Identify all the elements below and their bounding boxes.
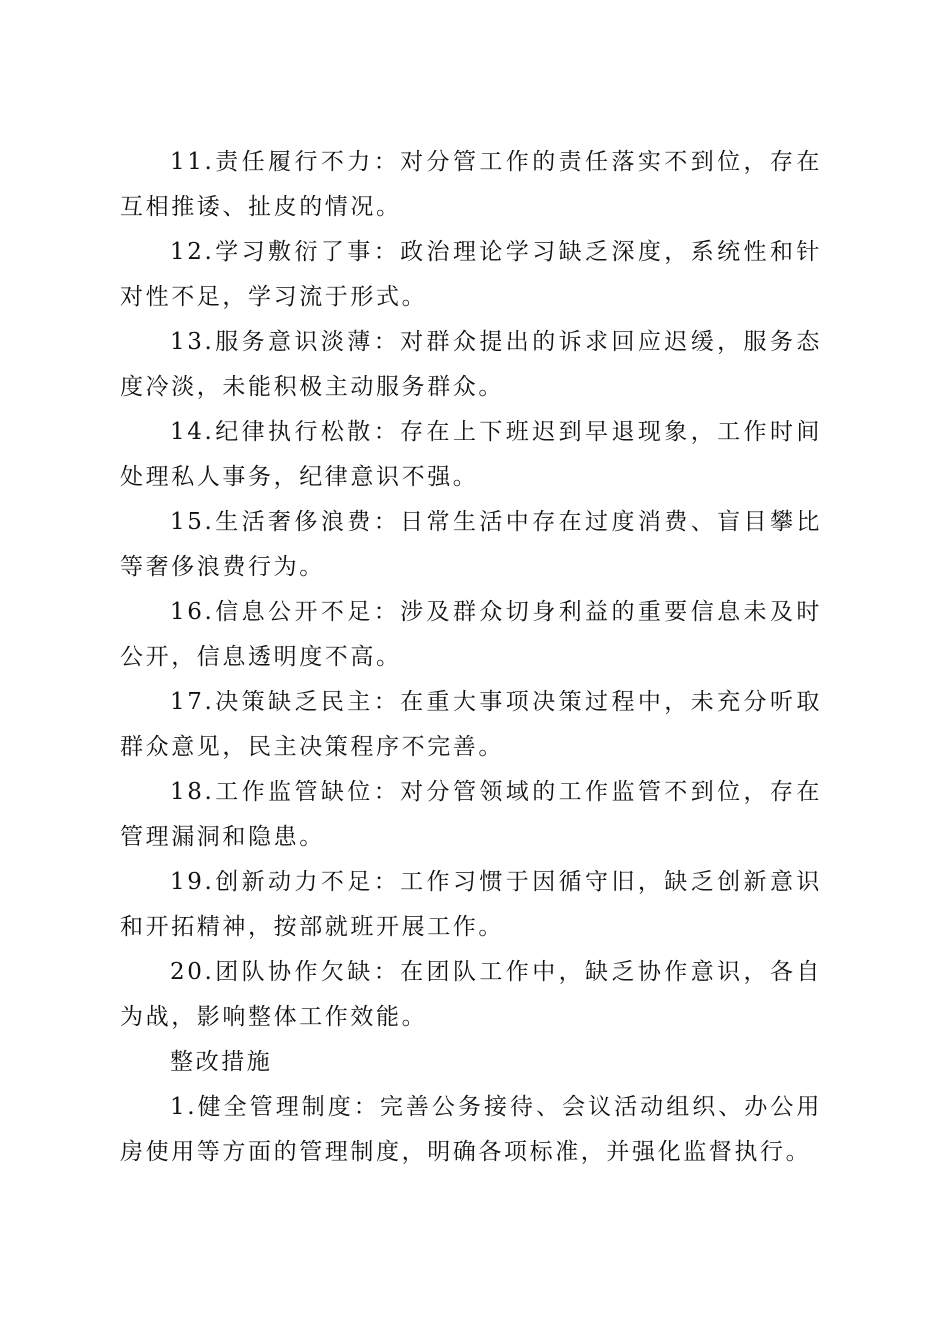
item-text: 决策缺乏民主：在重大事项决策过程中，未充分听取群众意见，民主决策程序不完善。 — [120, 689, 822, 760]
item-number: 18. — [170, 779, 215, 805]
item-number: 13. — [170, 329, 215, 355]
item-text: 纪律执行松散：存在上下班迟到早退现象，工作时间处理私人事务，纪律意识不强。 — [120, 419, 822, 490]
item-number: 14. — [170, 419, 215, 445]
item-number: 20. — [170, 959, 215, 985]
item-text: 服务意识淡薄：对群众提出的诉求回应迟缓，服务态度冷淡，未能积极主动服务群众。 — [120, 329, 822, 400]
paragraph-item-20 — [120, 950, 822, 1040]
item-number: 17. — [170, 689, 215, 715]
item-text: 责任履行不力：对分管工作的责任落实不到位，存在互相推诿、扯皮的情况。 — [120, 149, 822, 220]
paragraph-item-15 — [120, 500, 822, 590]
paragraph-item-19 — [120, 860, 822, 950]
item-text: 学习敷衍了事：政治理论学习缺乏深度，系统性和针对性不足，学习流于形式。 — [120, 239, 822, 310]
paragraph-item-14 — [120, 410, 822, 500]
item-number: 1. — [170, 1094, 198, 1120]
document-page — [120, 140, 822, 1175]
item-number: 16. — [170, 599, 215, 625]
item-text: 团队协作欠缺：在团队工作中，缺乏协作意识，各自为战，影响整体工作效能。 — [120, 959, 822, 1030]
item-number: 15. — [170, 509, 215, 535]
paragraph-item-16 — [120, 590, 822, 680]
paragraph-item-12 — [120, 230, 822, 320]
item-text: 信息公开不足：涉及群众切身利益的重要信息未及时公开，信息透明度不高。 — [120, 599, 822, 670]
paragraph-item-17 — [120, 680, 822, 770]
item-number: 19. — [170, 869, 215, 895]
paragraph-measure-1 — [120, 1085, 822, 1175]
item-text: 创新动力不足：工作习惯于因循守旧，缺乏创新意识和开拓精神，按部就班开展工作。 — [120, 869, 822, 940]
paragraph-item-11 — [120, 140, 822, 230]
paragraph-item-13 — [120, 320, 822, 410]
section-heading: 整改措施 — [170, 1049, 273, 1075]
item-number: 12. — [170, 239, 215, 265]
item-text: 工作监管缺位：对分管领域的工作监管不到位，存在管理漏洞和隐患。 — [120, 779, 822, 850]
item-text: 生活奢侈浪费：日常生活中存在过度消费、盲目攀比等奢侈浪费行为。 — [120, 509, 822, 580]
item-number: 11. — [170, 149, 215, 175]
item-text: 健全管理制度：完善公务接待、会议活动组织、办公用房使用等方面的管理制度，明确各项标准，并强化监督执行。 — [120, 1094, 822, 1165]
paragraph-item-18 — [120, 770, 822, 860]
